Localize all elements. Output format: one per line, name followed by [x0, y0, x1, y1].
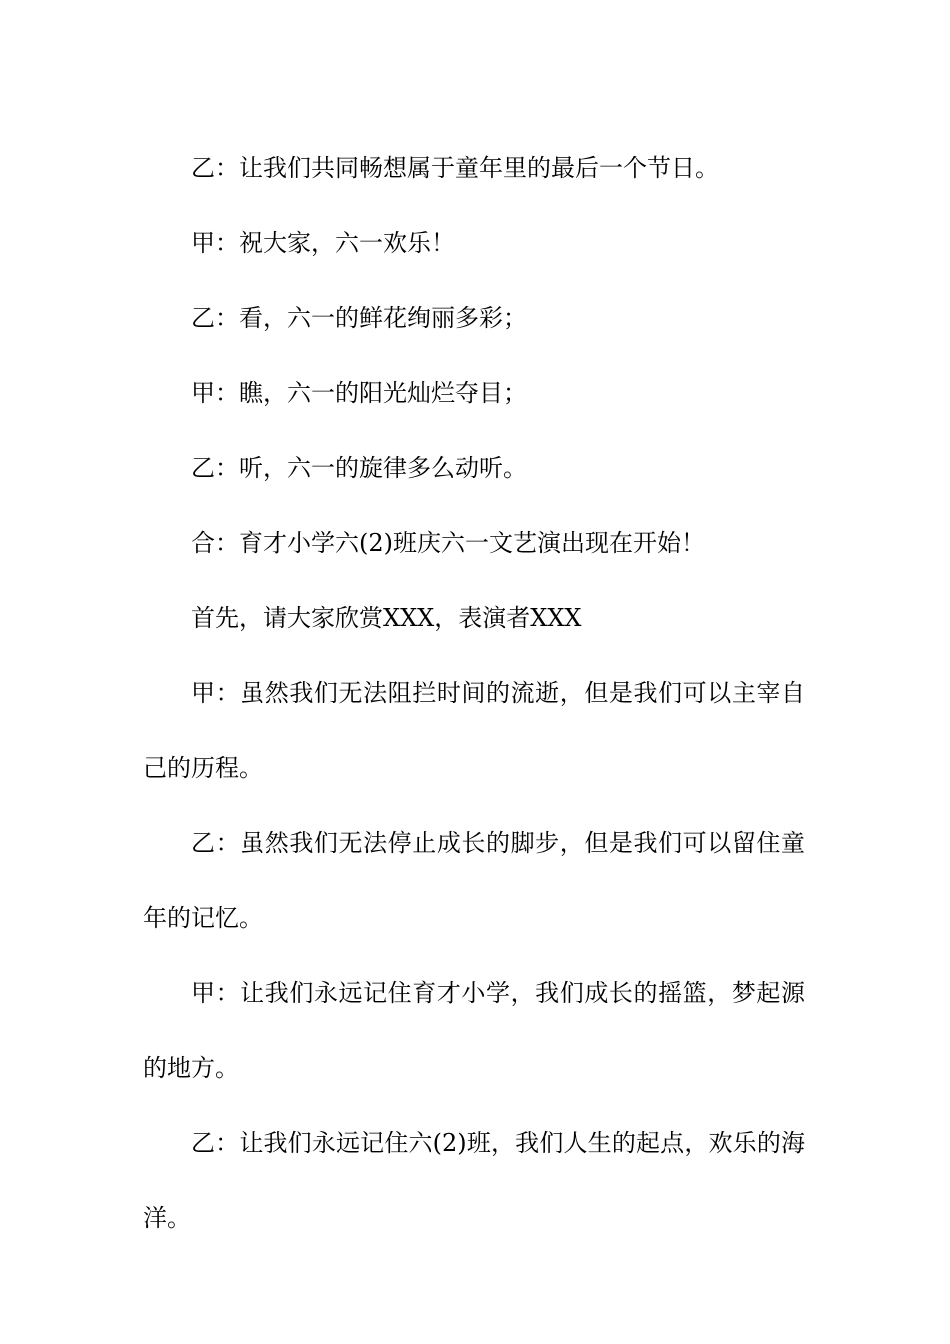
- document-body: [143, 131, 805, 1256]
- paragraph-10: 甲：让我们永远记住育才小学，我们成长的摇篮，梦起源的地方。: [143, 979, 805, 1082]
- paragraph-11: 乙：让我们永远记住六(2)班，我们人生的起点，欢乐的海洋。: [143, 1129, 805, 1232]
- paragraph-2: 甲：祝大家，六一欢乐！: [191, 229, 455, 257]
- paragraph-8: 甲：虽然我们无法阻拦时间的流逝，但是我们可以主宰自己的历程。: [143, 679, 805, 782]
- paragraph-4: 甲：瞧，六一的阳光灿烂夺目；: [191, 379, 527, 407]
- paragraph-9: 乙：虽然我们无法停止成长的脚步，但是我们可以留住童年的记忆。: [143, 829, 805, 932]
- paragraph-1: 乙：让我们共同畅想属于童年里的最后一个节日。: [191, 154, 719, 182]
- paragraph-5: 乙：听，六一的旋律多么动听。: [191, 454, 527, 482]
- paragraph-3: 乙：看，六一的鲜花绚丽多彩；: [191, 304, 527, 332]
- paragraph-6: 合：育才小学六(2)班庆六一文艺演出现在开始！: [191, 529, 705, 557]
- paragraph-7: 首先，请大家欣赏XXX，表演者XXX: [191, 604, 582, 632]
